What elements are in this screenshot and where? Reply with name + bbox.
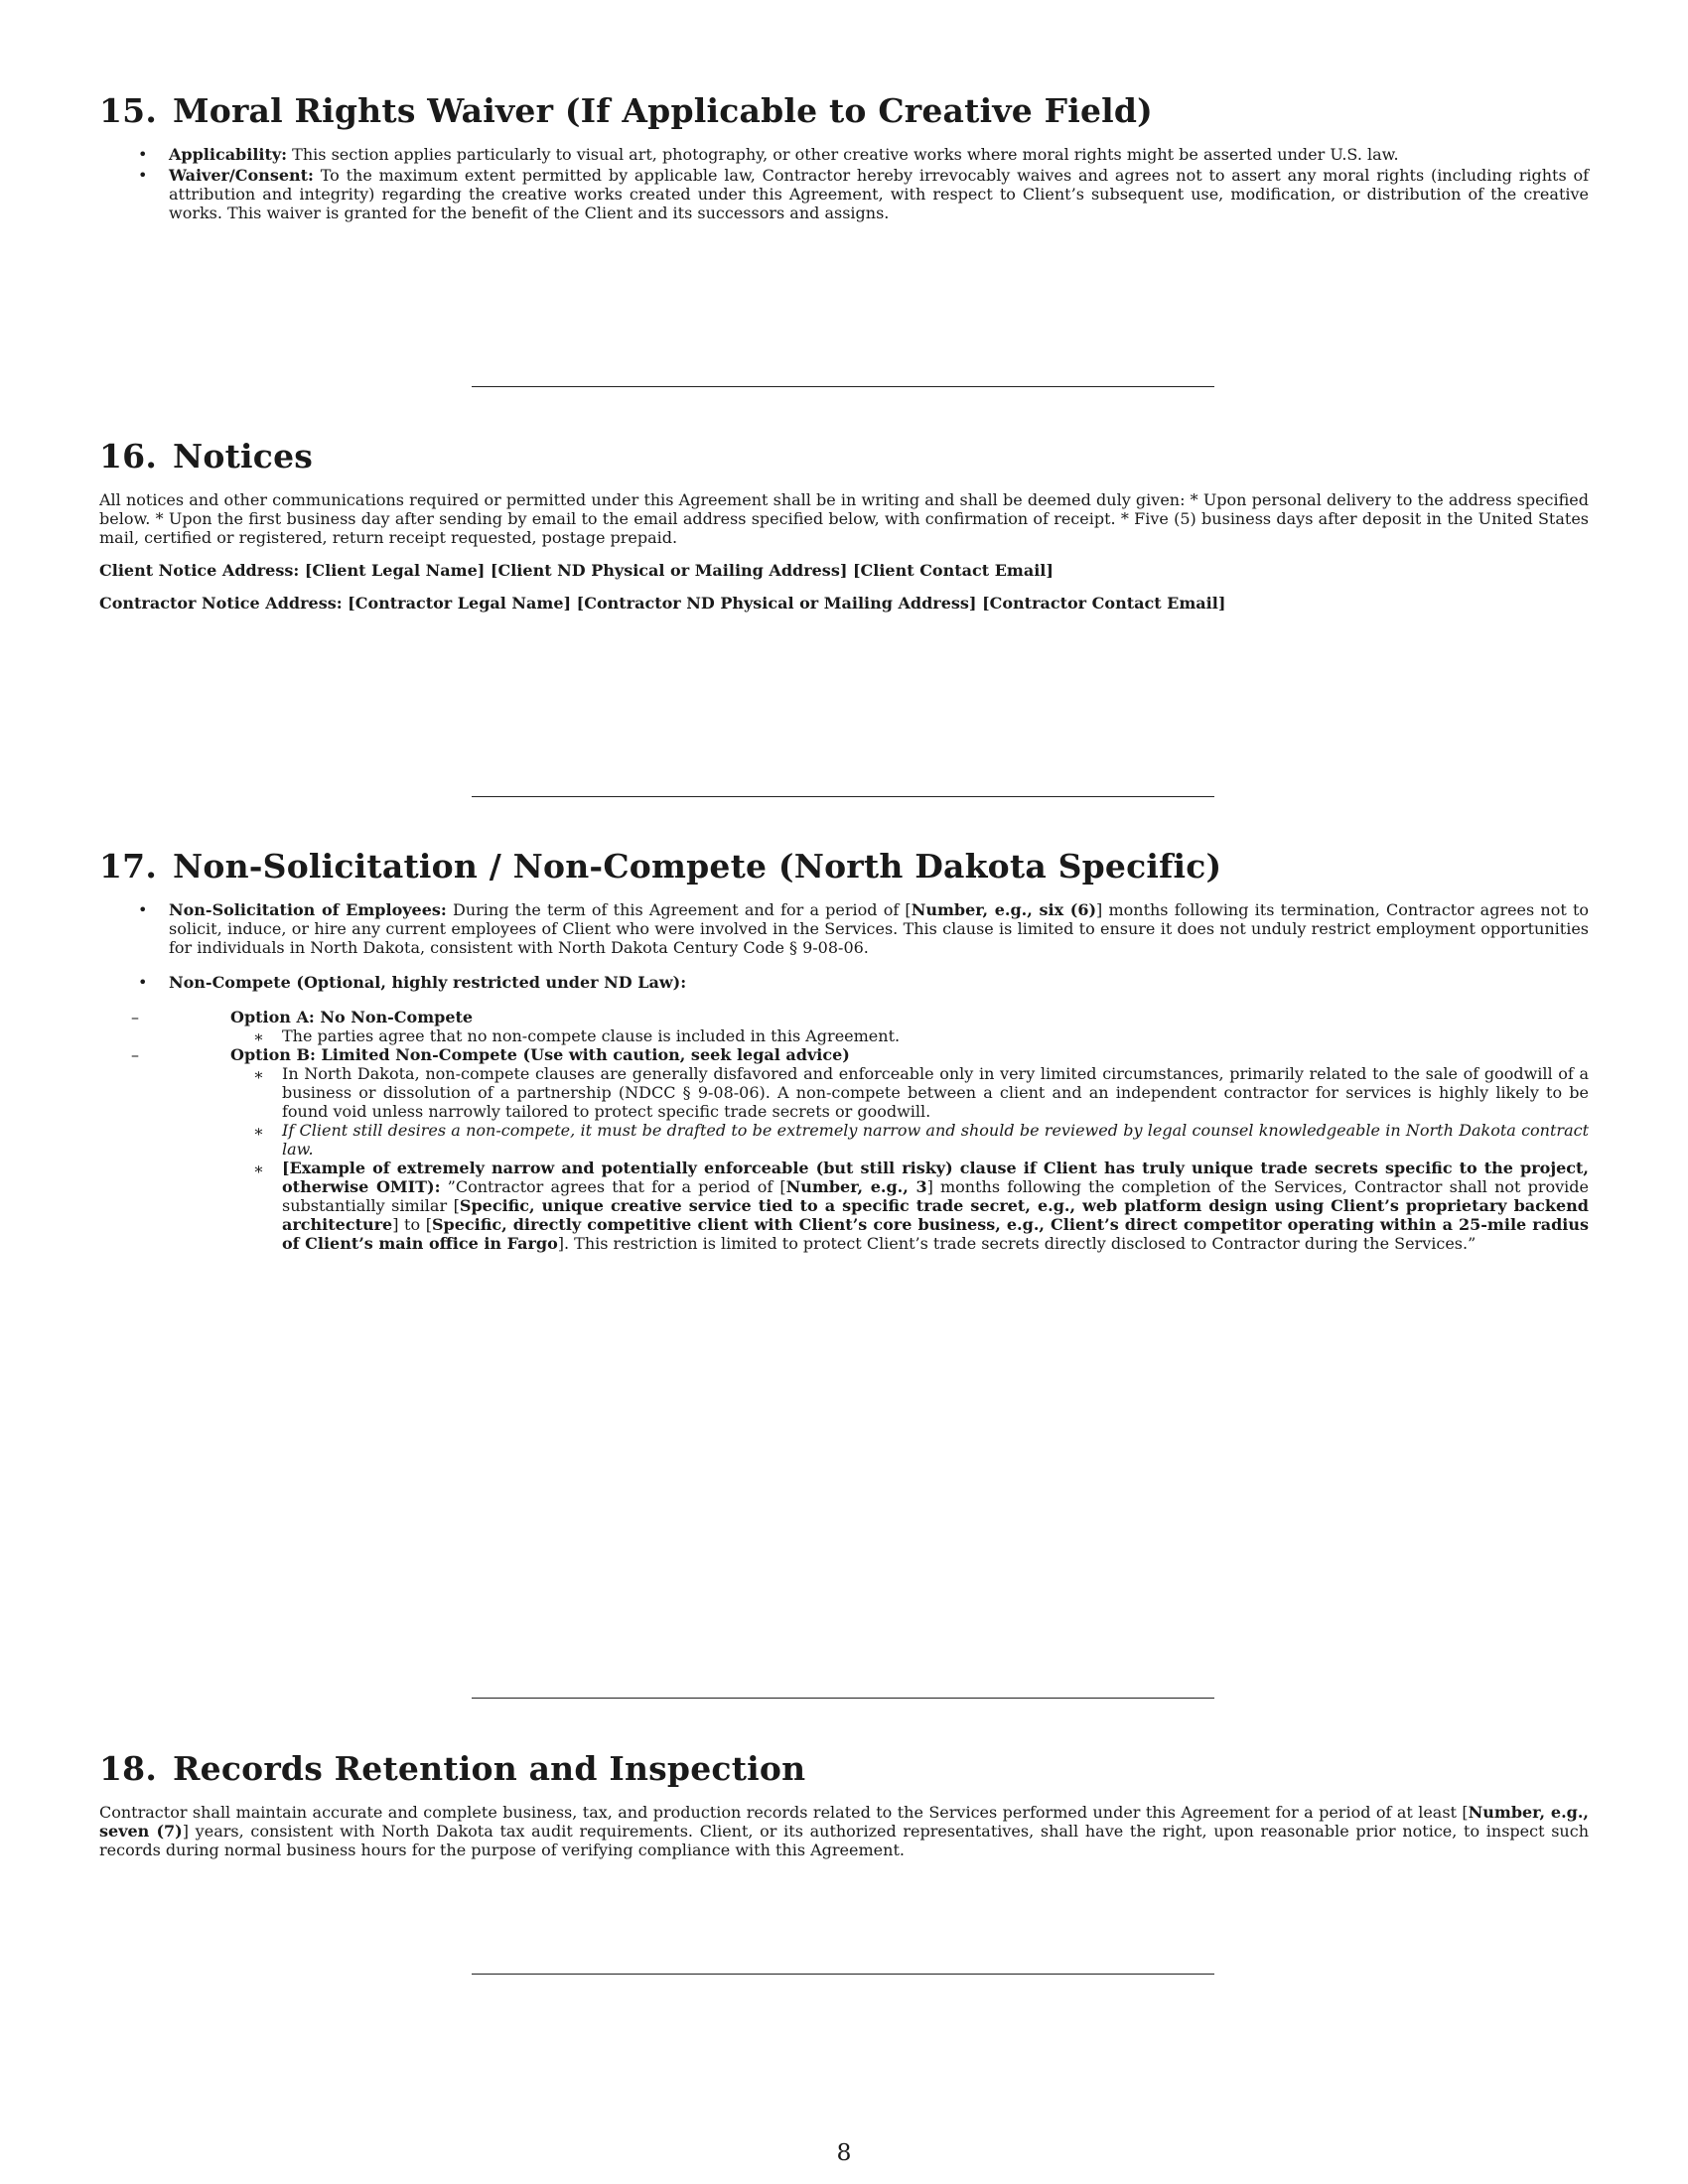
section-18-heading bbox=[99, 1749, 1589, 1789]
option-a-list bbox=[230, 1026, 1589, 1045]
contractor-notice-address bbox=[99, 594, 1589, 613]
option-b-text-1: In North Dakota, non-compete clauses are generally disfavored and enforceable only in very limited circumstances, primarily related to the sale of goodwill of a business or dissolution of a partnership (NDCC § 9-08-06). A non-compete between a client and an independent contractor for services is highly likely to be found void unless narrowly tailored to protect specific trade secrets or goodwill. bbox=[282, 1064, 1589, 1121]
non-compete-label: Non-Compete (Optional, highly restricted under ND Law): bbox=[169, 973, 687, 992]
section-16-number: 16. bbox=[99, 437, 158, 476]
section-divider bbox=[472, 1974, 1214, 1975]
non-solicitation-text-cont: ] months following its termination, Contractor agrees not to solicit, induce, or hire any current employees of Client who were involved in the Services. This clause is limited to ensure it does not unduly restrict employment opportunities for individuals in North Dakota, consistent with North Dakota Century Code § 9-08-06. bbox=[169, 900, 1590, 957]
records-placeholder: Number, e.g., seven (7) bbox=[99, 1803, 1589, 1841]
section-18-number: 18. bbox=[99, 1749, 158, 1788]
non-solicitation-label: Non-Solicitation of Employees: bbox=[169, 900, 447, 919]
client-notice-address bbox=[99, 561, 1589, 580]
option-a-label: Option A: No Non-Compete bbox=[230, 1008, 474, 1026]
list-item bbox=[99, 973, 1589, 1253]
list-item bbox=[230, 1064, 1589, 1121]
list-item bbox=[230, 1121, 1589, 1159]
example-placeholder-competitor: Specific, directly competitive client with Client’s core business, e.g., Client’s direct competitor operating within a 25-mile radius of Client’s main office in Fargo bbox=[282, 1215, 1589, 1253]
option-b-label: Option B: Limited Non-Compete (Use with caution, seek legal advice) bbox=[230, 1045, 850, 1064]
example-heading: [Example of extremely narrow and potentially enforceable (but still risky) clause if Client has truly unique trade secrets specific to the project, otherwise OMIT): bbox=[282, 1159, 1589, 1196]
section-16 bbox=[99, 437, 1589, 613]
section-15-title: Moral Rights Waiver (If Applicable to Creative Field) bbox=[173, 91, 1153, 130]
page-number: 8 bbox=[836, 2138, 852, 2166]
option-a bbox=[99, 1008, 1589, 1045]
client-notice-text: Client Notice Address: [Client Legal Name] [Client ND Physical or Mailing Address] [Client Contact Email] bbox=[99, 561, 1054, 580]
non-compete-options bbox=[99, 1008, 1589, 1253]
section-15-number: 15. bbox=[99, 91, 158, 130]
section-divider bbox=[472, 1698, 1214, 1699]
example-text: ] to [ bbox=[392, 1215, 432, 1234]
applicability-label: Applicability: bbox=[169, 145, 288, 164]
list-item bbox=[99, 900, 1589, 957]
example-placeholder-service: Specific, unique creative service tied to a specific trade secret, e.g., web platform design using Client’s proprietary backend architecture bbox=[282, 1196, 1589, 1234]
non-solicitation-text: During the term of this Agreement and for a period of [ bbox=[453, 900, 912, 919]
list-item bbox=[99, 145, 1589, 164]
section-16-title: Notices bbox=[173, 437, 314, 476]
section-divider bbox=[472, 796, 1214, 797]
section-17 bbox=[99, 847, 1589, 1253]
records-text-cont: ] years, consistent with North Dakota tax audit requirements. Client, or its authorized representatives, shall have the right, upon reasonable prior notice, to inspect such records during normal business hours for the purpose of verifying compliance with this Agreement. bbox=[99, 1822, 1590, 1859]
section-15 bbox=[99, 91, 1589, 222]
list-item bbox=[230, 1026, 1589, 1045]
example-placeholder-period: Number, e.g., 3 bbox=[785, 1177, 927, 1196]
section-divider bbox=[472, 386, 1214, 387]
section-18-title: Records Retention and Inspection bbox=[173, 1749, 806, 1788]
contractor-notice-text: Contractor Notice Address: [Contractor Legal Name] [Contractor ND Physical or Mailing Address] [Contractor Contact Email] bbox=[99, 594, 1226, 613]
section-17-list bbox=[99, 900, 1589, 1253]
section-16-heading bbox=[99, 437, 1589, 477]
option-b bbox=[99, 1045, 1589, 1253]
list-item bbox=[230, 1159, 1589, 1253]
option-a-text: The parties agree that no non-compete clause is included in this Agreement. bbox=[282, 1026, 901, 1045]
option-b-list bbox=[230, 1064, 1589, 1253]
section-18 bbox=[99, 1749, 1589, 1859]
waiver-text: To the maximum extent permitted by applicable law, Contractor hereby irrevocably waives and agrees not to assert any moral rights (including rights of attribution and integrity) regarding the creative works created under this Agreement, with respect to Client’s subsequent use, modification, or distribution of the creative works. This waiver is granted for the benefit of the Client and its successors and assigns. bbox=[169, 166, 1590, 222]
section-17-number: 17. bbox=[99, 847, 158, 886]
section-15-heading bbox=[99, 91, 1589, 131]
example-text: ]. This restriction is limited to protect Client’s trade secrets directly disclosed to Contractor during the Services.” bbox=[557, 1234, 1477, 1253]
non-solicitation-placeholder: Number, e.g., six (6) bbox=[911, 900, 1097, 919]
records-text: Contractor shall maintain accurate and complete business, tax, and production records related to the Services performed under this Agreement for a period of at least [ bbox=[99, 1803, 1469, 1822]
records-body bbox=[99, 1803, 1589, 1859]
section-17-title: Non-Solicitation / Non-Compete (North Dakota Specific) bbox=[173, 847, 1222, 886]
notices-body: All notices and other communications required or permitted under this Agreement shall be in writing and shall be deemed duly given: * Upon personal delivery to the address specified below. * Upon the first business day after sending by email to the email address specified below, with confirmation of receipt. * Five (5) business days after deposit in the United States mail, certified or registered, return receipt requested, postage prepaid. bbox=[99, 490, 1589, 547]
example-text: ”Contractor agrees that for a period of [ bbox=[440, 1177, 786, 1196]
option-b-text-2: If Client still desires a non-compete, it must be drafted to be extremely narrow and should be reviewed by legal counsel knowledgeable in North Dakota contract law. bbox=[282, 1121, 1589, 1159]
section-15-list bbox=[99, 145, 1589, 222]
section-17-heading bbox=[99, 847, 1589, 887]
waiver-label: Waiver/Consent: bbox=[169, 166, 314, 185]
list-item bbox=[99, 166, 1589, 222]
applicability-text: This section applies particularly to visual art, photography, or other creative works where moral rights might be asserted under U.S. law. bbox=[292, 145, 1399, 164]
example-text: ] months following the completion of the Services, Contractor shall not provide substantially similar [ bbox=[282, 1177, 1589, 1215]
